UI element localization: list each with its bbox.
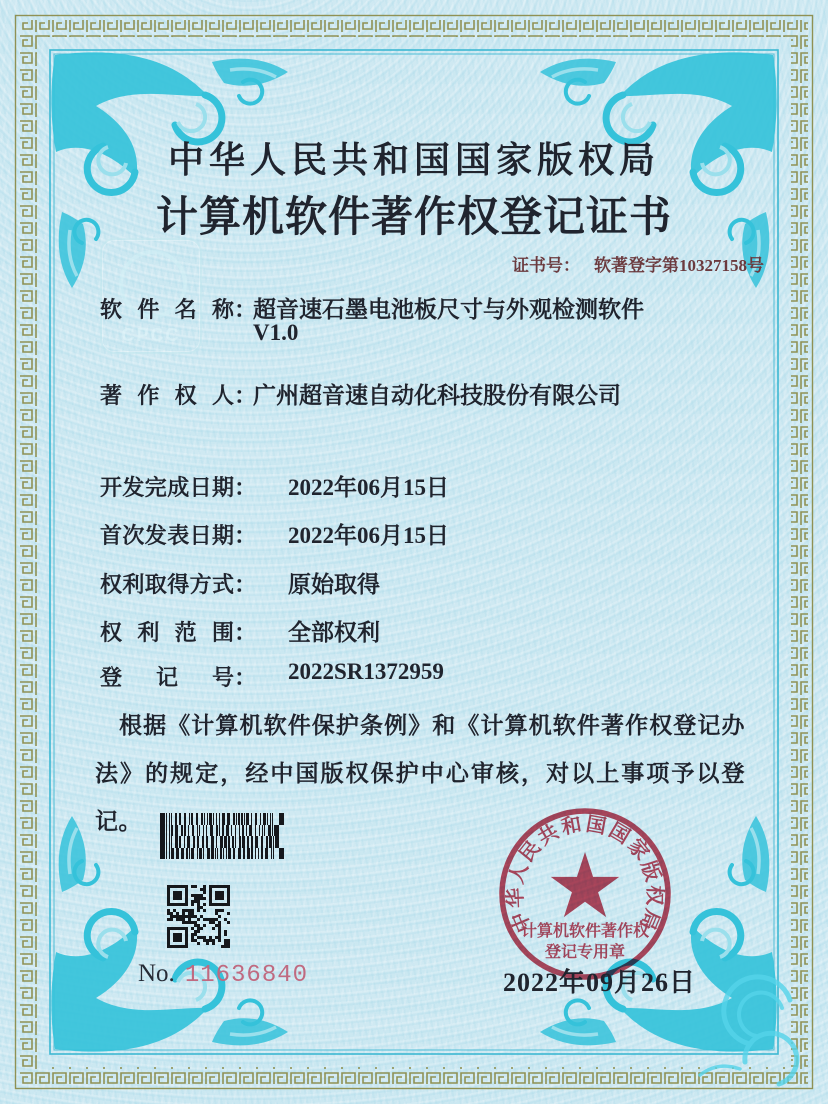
serial-prefix: No. — [138, 960, 175, 987]
field-value: 原始取得 — [288, 572, 380, 597]
field-value: 2022年06月15日 — [288, 475, 449, 500]
seal-ring-text: 中华人民共和国国家版权局 — [504, 813, 666, 936]
field-label: 权利范围： — [100, 620, 257, 645]
issue-date: 2022年09月26日 — [503, 968, 697, 997]
barcode-row — [160, 825, 284, 837]
registration-statement: 根据《计算机软件保护条例》和《计算机软件著作权登记办法》的规定，经中国版权保护中心审核，对以上事项予以登记。 — [95, 713, 745, 834]
field-label: 登记号： — [100, 665, 257, 690]
field-row-first-publish-date — [100, 517, 780, 547]
field-row-dev-complete-date — [100, 469, 780, 499]
authority-title: 中华人民共和国国家版权局 — [167, 140, 660, 180]
field-value: 2022年06月15日 — [288, 523, 449, 548]
barcode-row — [160, 813, 284, 825]
pdf417-barcode — [160, 813, 284, 859]
field-label: 软件名称： — [100, 297, 257, 322]
serial-number-line — [138, 960, 308, 989]
certificate-number-line — [512, 251, 764, 276]
greek-key-border-bottom — [20, 1067, 808, 1084]
field-value: 2022SR1372959 — [288, 659, 444, 684]
certificate-number-label: 证书号： — [512, 256, 580, 275]
field-label: 著作权人： — [100, 383, 257, 408]
serial-number: 11636840 — [184, 962, 309, 989]
field-label: 权利取得方式： — [100, 572, 257, 597]
field-row-rights-acquisition — [100, 566, 780, 596]
certificate-number-value: 软著登字第10327158号 — [594, 256, 764, 275]
field-label: 开发完成日期： — [100, 475, 257, 500]
qr-code — [167, 885, 230, 948]
field-row-copyright-owner — [100, 377, 780, 407]
field-row-rights-scope — [100, 614, 780, 644]
field-value: 广州超音速自动化科技股份有限公司 — [253, 383, 621, 408]
greek-key-border-top — [20, 20, 808, 37]
field-row-software-name — [100, 291, 780, 321]
official-red-seal — [497, 806, 673, 982]
certificate-title: 计算机软件著作权登记证书 — [155, 195, 672, 241]
software-version: V1.0 — [253, 320, 299, 345]
seal-text-line1: 计算机软件著作权 — [520, 923, 650, 940]
qr-module — [227, 945, 230, 948]
field-row-registration-no — [100, 659, 780, 689]
field-label: 首次发表日期： — [100, 523, 257, 548]
seal-text-line2: 登记专用章 — [544, 944, 626, 961]
field-value: 全部权利 — [288, 620, 380, 645]
field-value: 超音速石墨电池板尺寸与外观检测软件 — [253, 297, 644, 322]
cpcc-watermark-text: CPCC — [121, 325, 181, 345]
barcode-row — [160, 848, 284, 860]
barcode-row — [160, 836, 284, 848]
star-icon — [551, 852, 619, 917]
